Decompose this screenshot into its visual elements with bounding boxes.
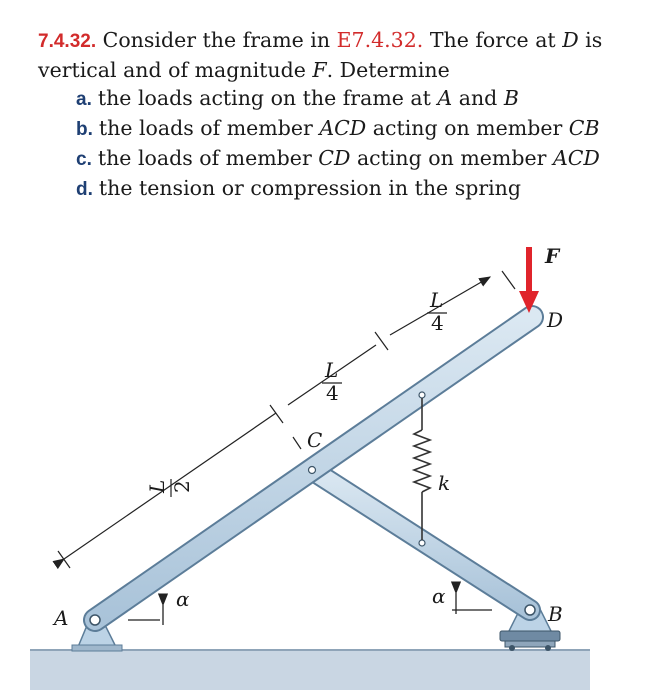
part-label: b.: [76, 119, 93, 140]
intro-text-2: The force at: [429, 28, 556, 52]
part-var: CB: [568, 116, 600, 140]
part-c: [38, 144, 638, 174]
spring-label: k: [438, 471, 451, 495]
point-a-label: A: [54, 606, 69, 630]
force-label: F: [545, 244, 560, 268]
problem-intro: [38, 26, 638, 84]
part-text: and: [458, 86, 498, 110]
part-d: [38, 174, 638, 204]
force-symbol-ref: F: [312, 58, 327, 82]
problem-statement: [38, 26, 638, 204]
spring-attach-bottom: [419, 540, 425, 546]
dim-l-over-2: [145, 479, 194, 497]
part-var: A: [437, 86, 453, 110]
svg-text:2: 2: [170, 480, 194, 493]
pin-c: [309, 467, 316, 474]
intro-text-3: is vertical and of magnitude: [38, 28, 603, 82]
part-label: c.: [76, 149, 92, 170]
angle-a-label: α: [176, 587, 190, 611]
part-var: CD: [318, 146, 351, 170]
part-b: [38, 114, 638, 144]
figure-reference: E7.4.32.: [336, 28, 424, 52]
part-text: acting on member: [356, 146, 547, 170]
part-label: a.: [76, 89, 92, 110]
pin-a: [90, 615, 100, 625]
pin-b: [525, 605, 535, 615]
intro-text: Consider the frame in: [102, 28, 331, 52]
spring-attach-top: [419, 392, 425, 398]
part-a: [38, 84, 638, 114]
dim-l-over-4-second: [427, 288, 447, 335]
angle-b-label: α: [432, 584, 446, 608]
part-text: the loads acting on the frame at: [97, 86, 431, 110]
force-arrow: [519, 247, 539, 313]
intro-text-4: . Determine: [326, 58, 450, 82]
dimension-line: [58, 271, 515, 568]
point-d-label: D: [547, 308, 564, 332]
part-var: B: [503, 86, 519, 110]
svg-text:4: 4: [431, 311, 444, 335]
part-text: acting on member: [372, 116, 563, 140]
point-d-ref: D: [562, 28, 579, 52]
part-text: the tension or compression in the spring: [98, 176, 522, 200]
point-b-label: B: [548, 602, 563, 626]
part-label: d.: [76, 179, 93, 200]
angle-b: [452, 593, 492, 614]
c-leader: [293, 437, 301, 449]
spring: [414, 398, 430, 540]
svg-text:L: L: [430, 288, 444, 312]
svg-text:L: L: [145, 479, 169, 493]
svg-text:L: L: [325, 358, 339, 382]
ground: [30, 650, 590, 690]
part-var: ACD: [552, 146, 600, 170]
problem-number: 7.4.32.: [38, 31, 97, 52]
point-c-label: C: [307, 428, 323, 452]
dim-l-over-4-first: [322, 358, 342, 405]
part-var: ACD: [319, 116, 367, 140]
frame-figure: [0, 225, 649, 699]
part-text: the loads of member: [97, 146, 312, 170]
svg-text:4: 4: [326, 381, 339, 405]
parts-list: [38, 84, 638, 204]
part-text: the loads of member: [98, 116, 313, 140]
